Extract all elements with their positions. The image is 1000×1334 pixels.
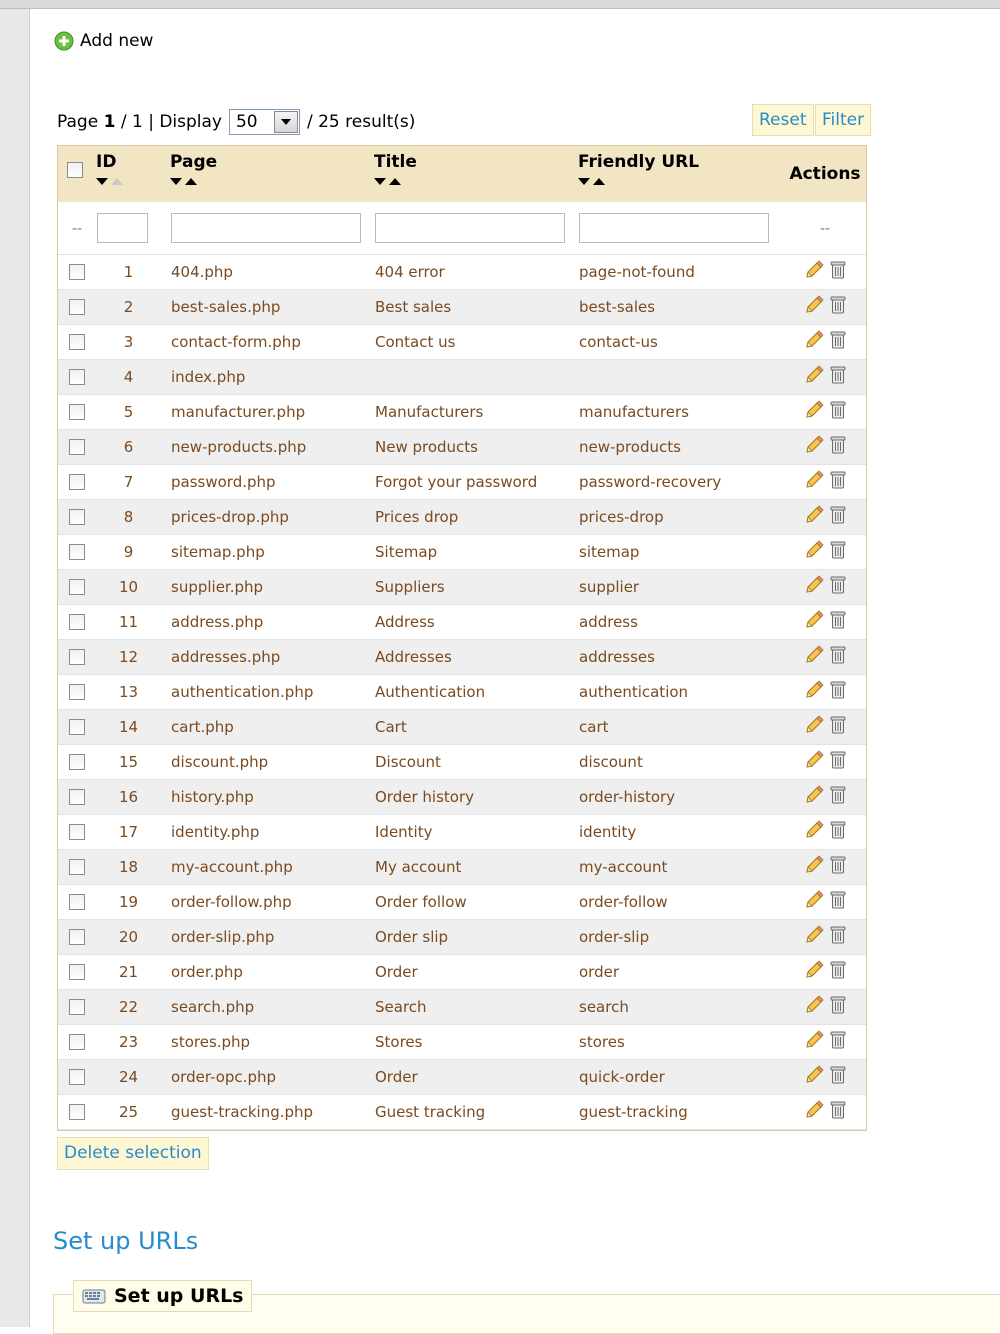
pencil-icon[interactable] — [804, 855, 824, 879]
row-id: 9 — [96, 534, 170, 569]
actions-header: Actions — [784, 146, 866, 202]
row-page: cart.php — [170, 709, 374, 744]
sort-desc-icon[interactable] — [170, 178, 182, 185]
row-checkbox[interactable] — [69, 999, 85, 1015]
row-id: 18 — [96, 849, 170, 884]
reset-button[interactable]: Reset — [752, 104, 814, 136]
row-friendly-url: new-products — [578, 429, 784, 464]
row-checkbox[interactable] — [69, 1104, 85, 1120]
row-checkbox[interactable] — [69, 754, 85, 770]
pencil-icon[interactable] — [804, 435, 824, 459]
sort-asc-icon[interactable] — [111, 178, 123, 185]
table-row[interactable] — [58, 534, 866, 569]
page-header — [170, 146, 374, 202]
table-row[interactable] — [58, 919, 866, 954]
trash-icon[interactable] — [830, 820, 846, 844]
row-id: 21 — [96, 954, 170, 989]
row-checkbox[interactable] — [69, 684, 85, 700]
table-row[interactable] — [58, 604, 866, 639]
pencil-icon[interactable] — [804, 365, 824, 389]
total-pages: 1 — [131, 112, 143, 132]
row-friendly-url: discount — [578, 744, 784, 779]
row-friendly-url: quick-order — [578, 1059, 784, 1094]
pencil-icon[interactable] — [804, 785, 824, 809]
trash-icon[interactable] — [830, 715, 846, 739]
row-friendly-url: order-slip — [578, 919, 784, 954]
trash-icon[interactable] — [830, 750, 846, 774]
row-title: Contact us — [374, 324, 578, 359]
trash-icon[interactable] — [830, 540, 846, 564]
sort-desc-icon[interactable] — [578, 178, 590, 185]
row-checkbox[interactable] — [69, 649, 85, 665]
table-row[interactable] — [58, 674, 866, 709]
table-row[interactable] — [58, 499, 866, 534]
row-title: Order — [374, 1059, 578, 1094]
pencil-icon[interactable] — [804, 680, 824, 704]
row-page: password.php — [170, 464, 374, 499]
sort-asc-icon[interactable] — [593, 178, 605, 185]
row-checkbox[interactable] — [69, 789, 85, 805]
row-friendly-url: contact-us — [578, 324, 784, 359]
trash-icon[interactable] — [830, 785, 846, 809]
trash-icon[interactable] — [830, 960, 846, 984]
section-title: Set up URLs — [53, 1227, 199, 1255]
table-row[interactable] — [58, 1024, 866, 1059]
row-title: Search — [374, 989, 578, 1024]
table-row[interactable] — [58, 464, 866, 499]
row-title: Identity — [374, 814, 578, 849]
trash-icon[interactable] — [830, 610, 846, 634]
friendly-url-header-label: Friendly URL — [578, 152, 700, 172]
current-page: 1 — [103, 112, 116, 132]
row-id: 6 — [96, 429, 170, 464]
row-page: discount.php — [170, 744, 374, 779]
row-friendly-url: authentication — [578, 674, 784, 709]
table-row[interactable] — [58, 289, 866, 324]
trash-icon[interactable] — [830, 470, 846, 494]
row-id: 14 — [96, 709, 170, 744]
trash-icon[interactable] — [830, 365, 846, 389]
row-id: 24 — [96, 1059, 170, 1094]
row-title: Discount — [374, 744, 578, 779]
row-id: 22 — [96, 989, 170, 1024]
row-friendly-url: order — [578, 954, 784, 989]
row-title: Authentication — [374, 674, 578, 709]
table-row[interactable] — [58, 709, 866, 744]
trash-icon[interactable] — [830, 680, 846, 704]
pencil-icon[interactable] — [804, 330, 824, 354]
table-row[interactable] — [58, 359, 866, 394]
table-row[interactable] — [58, 1059, 866, 1094]
row-id: 19 — [96, 884, 170, 919]
row-friendly-url: addresses — [578, 639, 784, 674]
pencil-icon[interactable] — [804, 925, 824, 949]
page-header-label: Page — [170, 152, 218, 172]
row-title: Manufacturers — [374, 394, 578, 429]
filter-row — [58, 202, 866, 254]
pencil-icon[interactable] — [804, 1065, 824, 1089]
row-friendly-url: prices-drop — [578, 499, 784, 534]
friendly-url-filter-input[interactable] — [579, 213, 769, 243]
row-title: Order history — [374, 779, 578, 814]
row-id: 25 — [96, 1094, 170, 1129]
row-title: 404 error — [374, 254, 578, 289]
id-header-label: ID — [96, 152, 117, 172]
table-row[interactable] — [58, 779, 866, 814]
pagination-bar — [57, 108, 415, 136]
row-title — [374, 359, 578, 394]
add-new-label: Add new — [80, 31, 154, 51]
sort-asc-icon[interactable] — [185, 178, 197, 185]
pencil-icon[interactable] — [804, 645, 824, 669]
pages-table — [57, 145, 867, 1131]
pencil-icon[interactable] — [804, 1030, 824, 1054]
row-page: sitemap.php — [170, 534, 374, 569]
row-friendly-url: address — [578, 604, 784, 639]
row-page: order-opc.php — [170, 1059, 374, 1094]
row-checkbox[interactable] — [69, 299, 85, 315]
pencil-icon[interactable] — [804, 575, 824, 599]
row-friendly-url — [578, 359, 784, 394]
row-title: Order — [374, 954, 578, 989]
row-title: New products — [374, 429, 578, 464]
table-row[interactable] — [58, 849, 866, 884]
trash-icon[interactable] — [830, 400, 846, 424]
row-page: index.php — [170, 359, 374, 394]
row-page: addresses.php — [170, 639, 374, 674]
filter-button[interactable]: Filter — [815, 104, 871, 136]
row-title: Stores — [374, 1024, 578, 1059]
row-page: order.php — [170, 954, 374, 989]
trash-icon[interactable] — [830, 1100, 846, 1124]
row-checkbox[interactable] — [69, 1069, 85, 1085]
row-page: 404.php — [170, 254, 374, 289]
display-count-select[interactable] — [229, 109, 300, 135]
left-sidebar-strip — [0, 9, 30, 1327]
title-header — [374, 146, 578, 202]
trash-icon[interactable] — [830, 645, 846, 669]
row-page: order-follow.php — [170, 884, 374, 919]
row-friendly-url: my-account — [578, 849, 784, 884]
row-id: 15 — [96, 744, 170, 779]
display-count-value: 50 — [235, 112, 258, 132]
row-title: Best sales — [374, 289, 578, 324]
filter-placeholder-actions: -- — [819, 221, 831, 238]
row-title: Cart — [374, 709, 578, 744]
trash-icon[interactable] — [830, 435, 846, 459]
row-id: 12 — [96, 639, 170, 674]
trash-icon[interactable] — [830, 505, 846, 529]
pencil-icon[interactable] — [804, 610, 824, 634]
table-row[interactable] — [58, 569, 866, 604]
page-separator: / — [120, 112, 127, 132]
row-checkbox[interactable] — [69, 579, 85, 595]
trash-icon[interactable] — [830, 330, 846, 354]
row-page: contact-form.php — [170, 324, 374, 359]
row-id: 5 — [96, 394, 170, 429]
row-id: 23 — [96, 1024, 170, 1059]
title-header-label: Title — [374, 152, 417, 172]
table-row[interactable] — [58, 954, 866, 989]
results-count: / 25 result(s) — [306, 112, 416, 132]
row-checkbox[interactable] — [69, 929, 85, 945]
pencil-icon[interactable] — [804, 540, 824, 564]
row-title: Order slip — [374, 919, 578, 954]
row-friendly-url: password-recovery — [578, 464, 784, 499]
trash-icon[interactable] — [830, 1030, 846, 1054]
window-top-bar — [0, 0, 1000, 9]
sort-asc-icon[interactable] — [389, 178, 401, 185]
trash-icon[interactable] — [830, 260, 846, 284]
table-row[interactable] — [58, 394, 866, 429]
row-friendly-url: supplier — [578, 569, 784, 604]
row-page: my-account.php — [170, 849, 374, 884]
row-friendly-url: order-follow — [578, 884, 784, 919]
row-title: Address — [374, 604, 578, 639]
plus-circle-icon — [54, 31, 74, 51]
row-page: authentication.php — [170, 674, 374, 709]
sort-desc-icon[interactable] — [96, 178, 108, 185]
row-title: Sitemap — [374, 534, 578, 569]
table-row[interactable] — [58, 429, 866, 464]
row-id: 17 — [96, 814, 170, 849]
row-friendly-url: manufacturers — [578, 394, 784, 429]
table-row[interactable] — [58, 324, 866, 359]
pencil-icon[interactable] — [804, 995, 824, 1019]
row-checkbox[interactable] — [69, 719, 85, 735]
setup-urls-legend — [73, 1280, 252, 1312]
display-label: | Display — [148, 112, 222, 132]
page-filter-input[interactable] — [171, 213, 361, 243]
row-friendly-url: cart — [578, 709, 784, 744]
pencil-icon[interactable] — [804, 1100, 824, 1124]
row-id: 2 — [96, 289, 170, 324]
row-page: supplier.php — [170, 569, 374, 604]
trash-icon[interactable] — [830, 995, 846, 1019]
table-row[interactable] — [58, 884, 866, 919]
row-page: new-products.php — [170, 429, 374, 464]
table-header-row — [58, 146, 866, 202]
trash-icon[interactable] — [830, 1065, 846, 1089]
row-checkbox[interactable] — [69, 544, 85, 560]
row-id: 7 — [96, 464, 170, 499]
row-checkbox[interactable] — [69, 439, 85, 455]
row-id: 1 — [96, 254, 170, 289]
friendly-url-header — [578, 146, 784, 202]
row-friendly-url: search — [578, 989, 784, 1024]
pencil-icon[interactable] — [804, 750, 824, 774]
row-page: order-slip.php — [170, 919, 374, 954]
row-friendly-url: order-history — [578, 779, 784, 814]
pencil-icon[interactable] — [804, 505, 824, 529]
row-checkbox[interactable] — [69, 404, 85, 420]
row-page: stores.php — [170, 1024, 374, 1059]
row-title: Prices drop — [374, 499, 578, 534]
title-filter-input[interactable] — [375, 213, 565, 243]
row-checkbox[interactable] — [69, 1034, 85, 1050]
pencil-icon[interactable] — [804, 960, 824, 984]
row-checkbox[interactable] — [69, 334, 85, 350]
row-checkbox[interactable] — [69, 614, 85, 630]
row-friendly-url: identity — [578, 814, 784, 849]
pencil-icon[interactable] — [804, 295, 824, 319]
table-row[interactable] — [58, 639, 866, 674]
select-all-checkbox[interactable] — [67, 162, 83, 178]
row-title: Suppliers — [374, 569, 578, 604]
trash-icon[interactable] — [830, 925, 846, 949]
row-id: 4 — [96, 359, 170, 394]
row-id: 13 — [96, 674, 170, 709]
row-page: prices-drop.php — [170, 499, 374, 534]
row-friendly-url: sitemap — [578, 534, 784, 569]
row-page: search.php — [170, 989, 374, 1024]
row-friendly-url: stores — [578, 1024, 784, 1059]
row-page: guest-tracking.php — [170, 1094, 374, 1129]
trash-icon[interactable] — [830, 855, 846, 879]
row-checkbox[interactable] — [69, 859, 85, 875]
row-friendly-url: page-not-found — [578, 254, 784, 289]
row-checkbox[interactable] — [69, 824, 85, 840]
trash-icon[interactable] — [830, 575, 846, 599]
id-filter-input[interactable] — [97, 213, 148, 243]
pencil-icon[interactable] — [804, 715, 824, 739]
table-row[interactable] — [58, 1094, 866, 1129]
row-id: 16 — [96, 779, 170, 814]
pencil-icon[interactable] — [804, 820, 824, 844]
filter-placeholder-select: -- — [72, 221, 83, 238]
trash-icon[interactable] — [830, 890, 846, 914]
dropdown-arrow-icon[interactable] — [274, 111, 298, 133]
delete-selection-button[interactable]: Delete selection — [57, 1137, 209, 1170]
add-new-link[interactable] — [54, 31, 153, 51]
row-id: 3 — [96, 324, 170, 359]
sort-desc-icon[interactable] — [374, 178, 386, 185]
row-checkbox[interactable] — [69, 894, 85, 910]
pencil-icon[interactable] — [804, 890, 824, 914]
id-header — [96, 146, 170, 202]
row-title: Addresses — [374, 639, 578, 674]
row-checkbox[interactable] — [69, 474, 85, 490]
row-id: 8 — [96, 499, 170, 534]
select-all-header — [58, 146, 96, 202]
row-title: Guest tracking — [374, 1094, 578, 1129]
row-title: My account — [374, 849, 578, 884]
row-friendly-url: guest-tracking — [578, 1094, 784, 1129]
row-id: 20 — [96, 919, 170, 954]
row-page: history.php — [170, 779, 374, 814]
row-id: 11 — [96, 604, 170, 639]
table-row[interactable] — [58, 744, 866, 779]
row-page: best-sales.php — [170, 289, 374, 324]
page-prefix: Page — [57, 112, 99, 132]
pencil-icon[interactable] — [804, 400, 824, 424]
table-row[interactable] — [58, 989, 866, 1024]
row-friendly-url: best-sales — [578, 289, 784, 324]
row-checkbox[interactable] — [69, 964, 85, 980]
table-row[interactable] — [58, 254, 866, 289]
row-checkbox[interactable] — [69, 264, 85, 280]
row-title: Forgot your password — [374, 464, 578, 499]
row-checkbox[interactable] — [69, 369, 85, 385]
row-checkbox[interactable] — [69, 509, 85, 525]
keyboard-icon — [82, 1287, 106, 1305]
table-row[interactable] — [58, 814, 866, 849]
pencil-icon[interactable] — [804, 470, 824, 494]
row-page: address.php — [170, 604, 374, 639]
row-title: Order follow — [374, 884, 578, 919]
row-page: identity.php — [170, 814, 374, 849]
pencil-icon[interactable] — [804, 260, 824, 284]
trash-icon[interactable] — [830, 295, 846, 319]
legend-label: Set up URLs — [114, 1285, 244, 1307]
row-page: manufacturer.php — [170, 394, 374, 429]
row-id: 10 — [96, 569, 170, 604]
